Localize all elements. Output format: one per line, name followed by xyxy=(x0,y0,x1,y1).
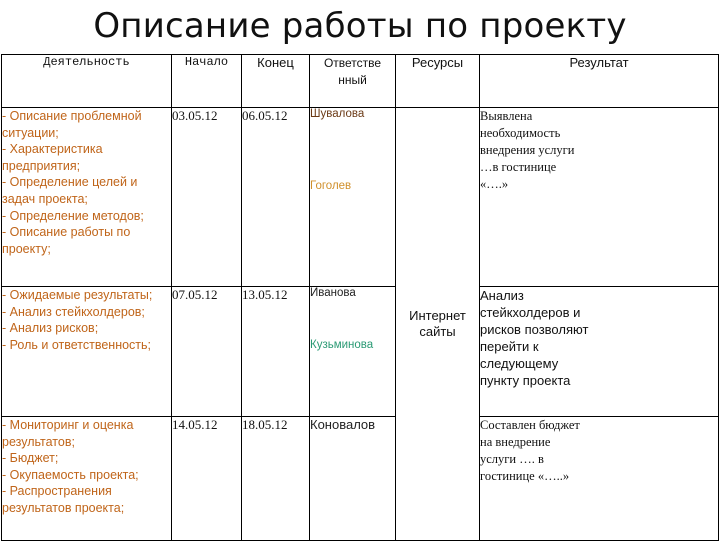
result-line: «….» xyxy=(480,177,509,191)
end-date: 13.05.12 xyxy=(242,287,310,417)
header-end: Конец xyxy=(242,55,310,108)
start-date: 03.05.12 xyxy=(172,108,242,287)
responsible-cell xyxy=(310,417,396,541)
result-line: …в гостинице xyxy=(480,160,557,174)
responsible-name: Шувалова xyxy=(310,108,365,120)
activity-item: - Характеристика предприятия; xyxy=(2,142,103,173)
table-row xyxy=(2,108,719,287)
result-line: рисков позволяют xyxy=(480,322,589,337)
header-responsible-line2: нный xyxy=(338,73,367,87)
result-line: пункту проекта xyxy=(480,373,571,388)
header-responsible xyxy=(310,55,396,108)
header-start: Начало xyxy=(172,55,242,108)
end-date: 06.05.12 xyxy=(242,108,310,287)
responsible-name: Коновалов xyxy=(310,417,376,432)
header-responsible-line1: Ответстве xyxy=(323,56,382,70)
responsible-cell xyxy=(310,287,396,417)
responsible-name: Гоголев xyxy=(310,180,352,192)
activity-item: - Описание работы по проекту; xyxy=(2,225,131,256)
result-line: внедрения услуги xyxy=(480,143,575,157)
activity-item: - Распространения результатов проекта; xyxy=(2,484,125,515)
resources-line: Интернет xyxy=(409,308,466,323)
activity-cell xyxy=(2,108,172,287)
start-date: 07.05.12 xyxy=(172,287,242,417)
activity-item: - Определение методов; xyxy=(2,208,144,223)
responsible-name: Кузьминова xyxy=(310,339,374,351)
table-row xyxy=(2,417,719,541)
activity-cell xyxy=(2,287,172,417)
result-cell xyxy=(480,287,719,417)
resources-line: сайты xyxy=(419,324,456,339)
activity-item: - Мониторинг и оценка результатов; xyxy=(2,418,134,449)
header-resources: Ресурсы xyxy=(396,55,480,108)
activity-cell xyxy=(2,417,172,541)
activity-item: - Роль и ответственность; xyxy=(2,337,152,352)
activity-item: - Окупаемость проекта; xyxy=(2,467,139,482)
header-activity: Деятельность xyxy=(2,55,172,108)
header-row xyxy=(2,55,719,108)
result-line: Составлен бюджет xyxy=(480,418,580,432)
activity-item: - Анализ стейкхолдеров; xyxy=(2,304,145,319)
result-line: услуги …. в xyxy=(480,452,544,466)
result-line: Анализ xyxy=(480,288,524,303)
result-line: Выявлена xyxy=(480,109,533,123)
result-line: на внедрение xyxy=(480,435,551,449)
resources-cell xyxy=(396,108,480,541)
responsible-cell xyxy=(310,108,396,287)
table-row xyxy=(2,287,719,417)
activity-item: - Определение целей и задач проекта; xyxy=(2,175,138,206)
activity-item: - Бюджет; xyxy=(2,451,59,466)
header-result: Результат xyxy=(480,55,719,108)
result-cell xyxy=(480,108,719,287)
result-line: следующему xyxy=(480,356,559,371)
result-line: стейкхолдеров и xyxy=(480,305,581,320)
end-date: 18.05.12 xyxy=(242,417,310,541)
result-line: необходимость xyxy=(480,126,561,140)
start-date: 14.05.12 xyxy=(172,417,242,541)
result-cell xyxy=(480,417,719,541)
responsible-name: Иванова xyxy=(310,287,356,299)
slide-title: Описание работы по проекту xyxy=(93,6,627,46)
result-line: перейти к xyxy=(480,339,539,354)
activity-item: - Анализ рисков; xyxy=(2,321,99,336)
activity-item: - Описание проблемной ситуации; xyxy=(2,109,142,140)
result-line: гостинице «…..» xyxy=(480,469,570,483)
project-plan-table xyxy=(1,54,719,541)
activity-item: - Ожидаемые результаты; xyxy=(2,288,153,302)
